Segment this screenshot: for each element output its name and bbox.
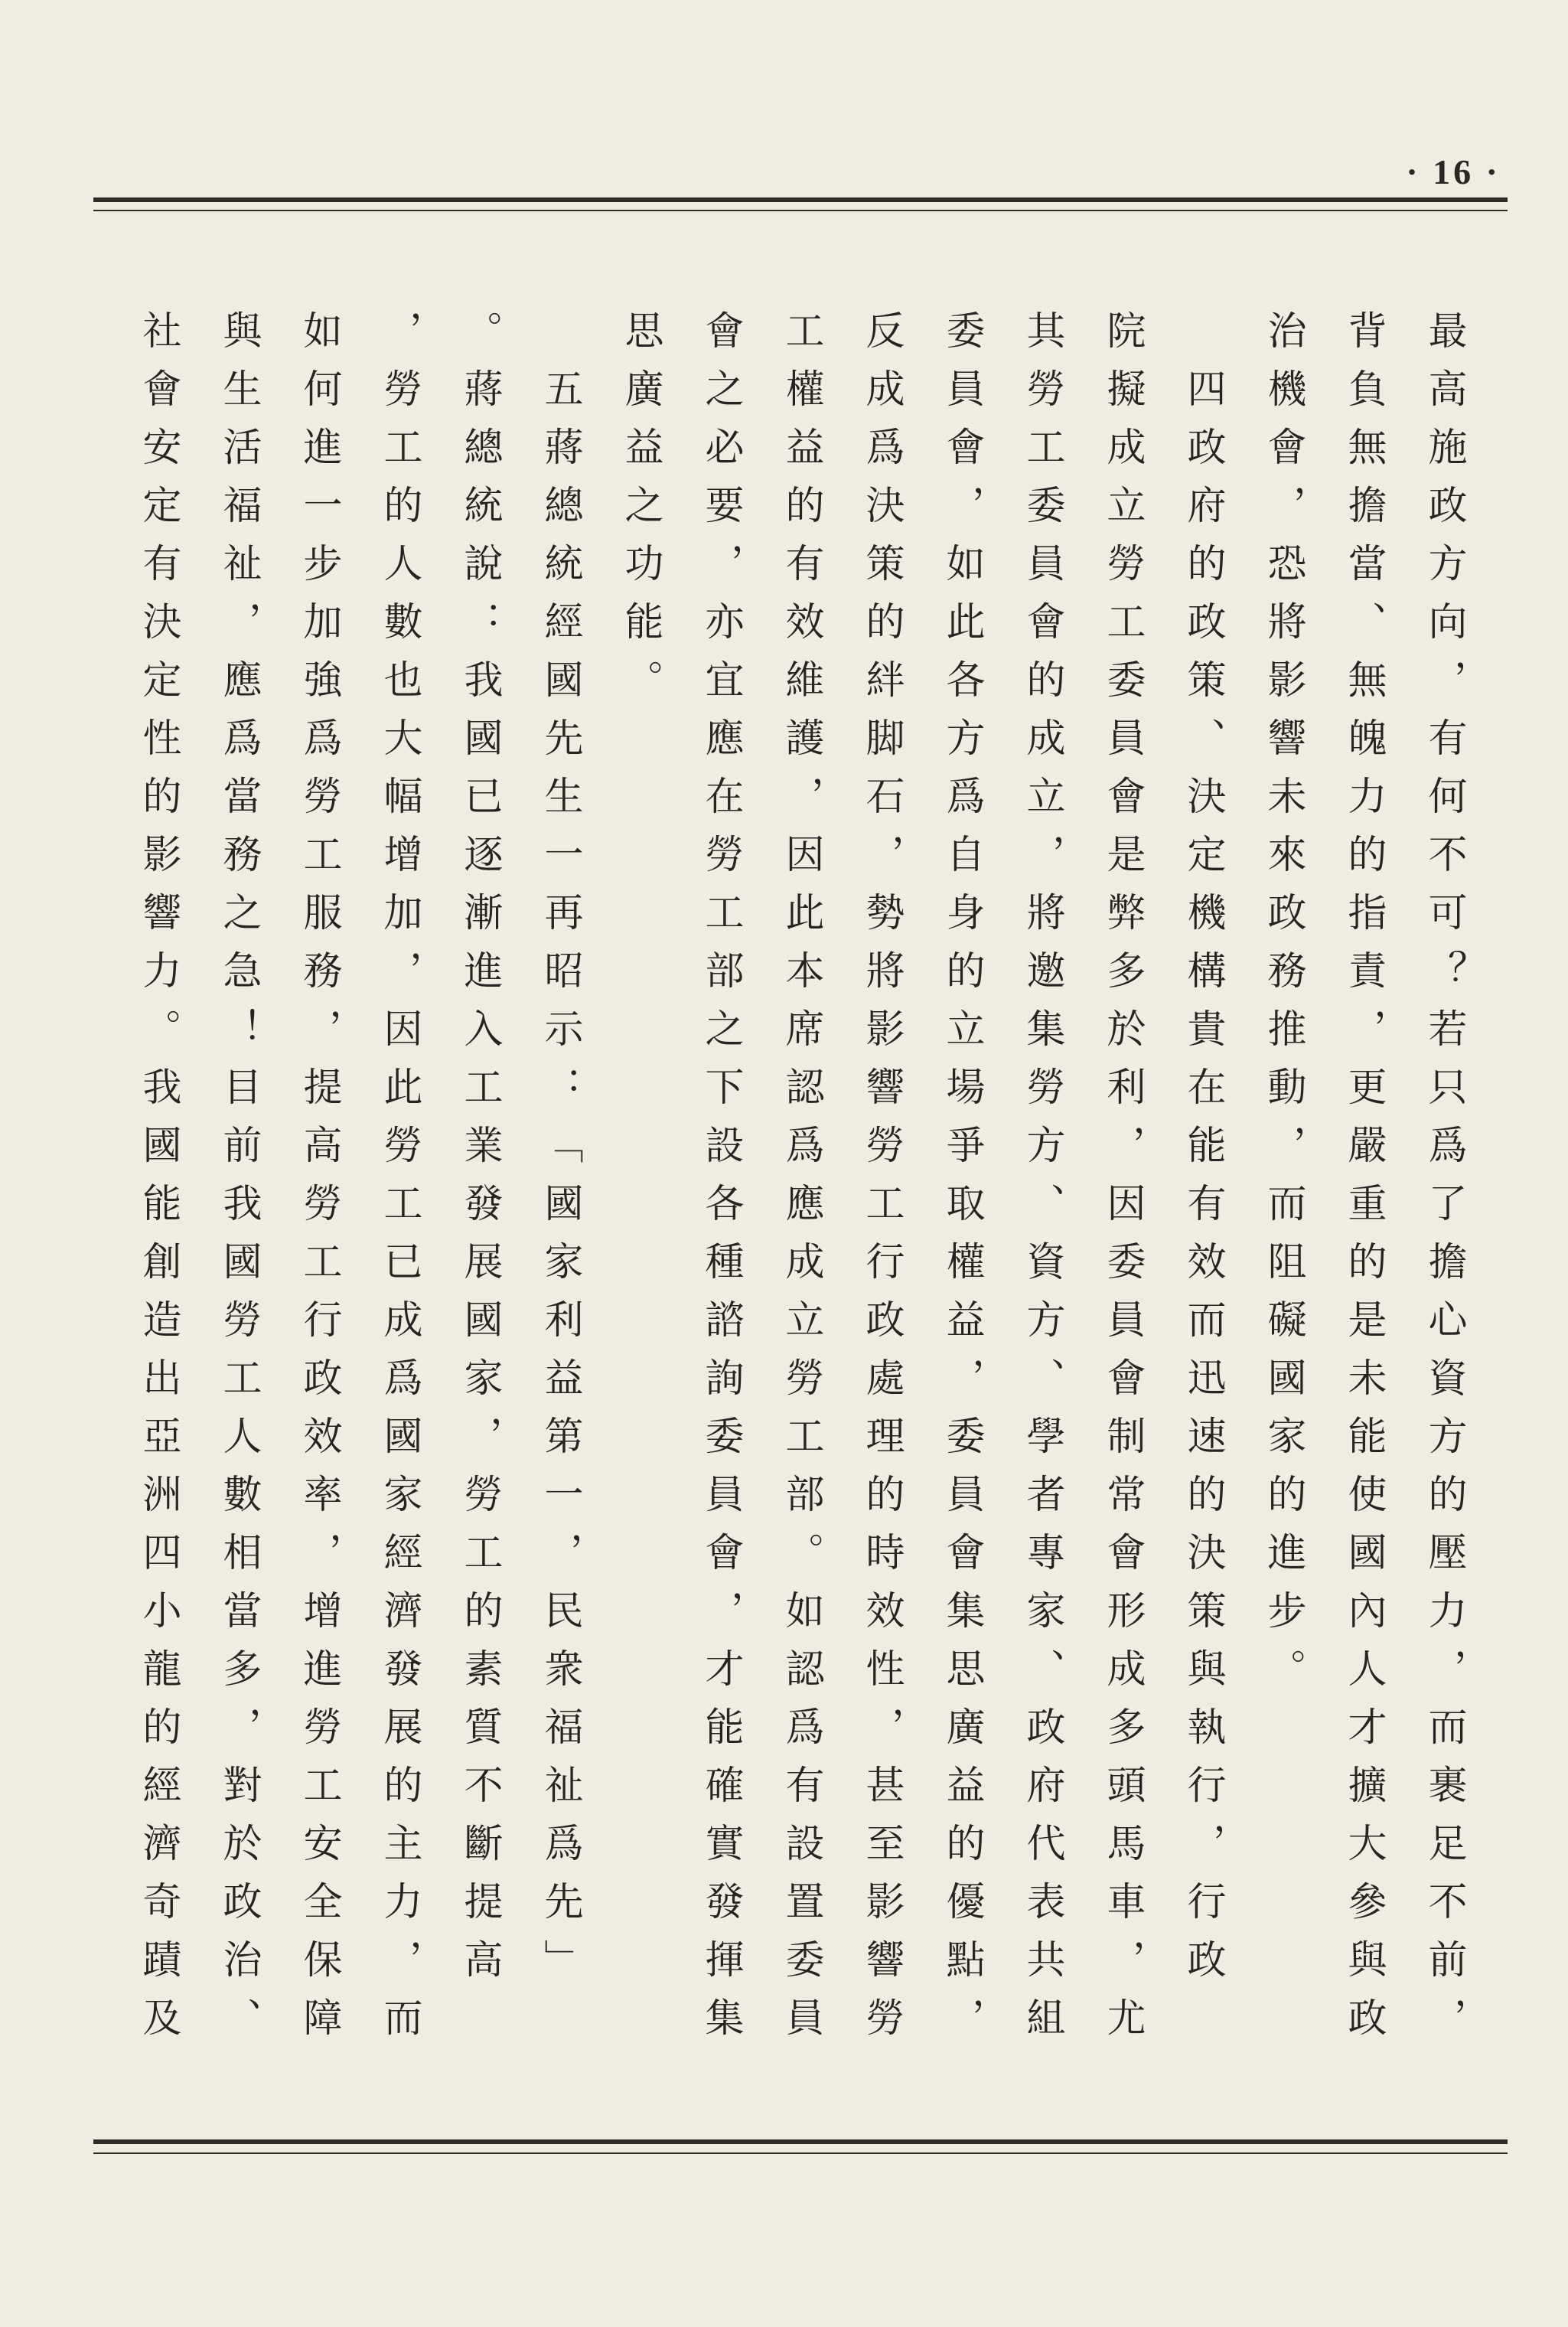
header-rule-thin — [93, 210, 1508, 211]
text-column: 社會安定有決定性的影響力。我國能創造出亞洲四小龍的經濟奇蹟及 — [135, 310, 181, 2055]
text-column: 背負無擔當、無魄力的指責，更嚴重的是未能使國內人才擴大參與政 — [1341, 310, 1386, 2055]
text-column: 如何進一步加強爲勞工服務，提高勞工行政效率，增進勞工安全保障 — [296, 310, 341, 2055]
footer-rule-thin — [93, 2152, 1508, 2154]
header-rule-thick — [93, 197, 1508, 202]
text-column: 委員會，如此各方爲自身的立場爭取權益，委員會集思廣益的優點， — [939, 310, 984, 2055]
text-column: 會之必要，亦宜應在勞工部之下設各種諮詢委員會，才能確實發揮集 — [698, 310, 743, 2055]
text-column: 院擬成立勞工委員會是弊多於利，因委員會制常會形成多頭馬車，尤 — [1100, 310, 1145, 2055]
text-column: 其勞工委員會的成立，將邀集勞方、資方、學者專家、政府代表共組 — [1019, 310, 1064, 2055]
body-text — [76, 310, 1484, 2063]
text-column: 四政府的政策、決定機構貴在能有效而迅速的決策與執行，行政 — [1180, 310, 1225, 1997]
text-column: 思廣益之功能。 — [618, 310, 663, 717]
text-column: 最高施政方向，有何不可？若只爲了擔心資方的壓力，而裹足不前， — [1421, 310, 1466, 2055]
text-column: 治機會，恐將影響未來政務推動，而阻礙國家的進步。 — [1260, 310, 1306, 1706]
page-number: · 16 · — [1406, 152, 1501, 191]
footer-rule-thick — [93, 2139, 1508, 2144]
text-column: 與生活福祉，應爲當務之急！目前我國勞工人數相當多，對於政治、 — [216, 310, 261, 2055]
text-column: 五蔣總統經國先生一再昭示：「國家利益第一，民衆福祉爲先」 — [537, 310, 582, 1997]
text-column: 工權益的有效維護，因此本席認爲應成立勞工部。如認爲有設置委員 — [778, 310, 823, 2055]
text-column: 反成爲決策的絆脚石，勢將影響勞工行政處理的時效性，甚至影響勞 — [859, 310, 904, 2055]
text-column: ，勞工的人數也大幅增加，因此勞工已成爲國家經濟發展的主力，而 — [377, 310, 422, 2055]
text-column: 。蔣總統說：我國已逐漸進入工業發展國家，勞工的素質不斷提高 — [457, 310, 502, 1997]
